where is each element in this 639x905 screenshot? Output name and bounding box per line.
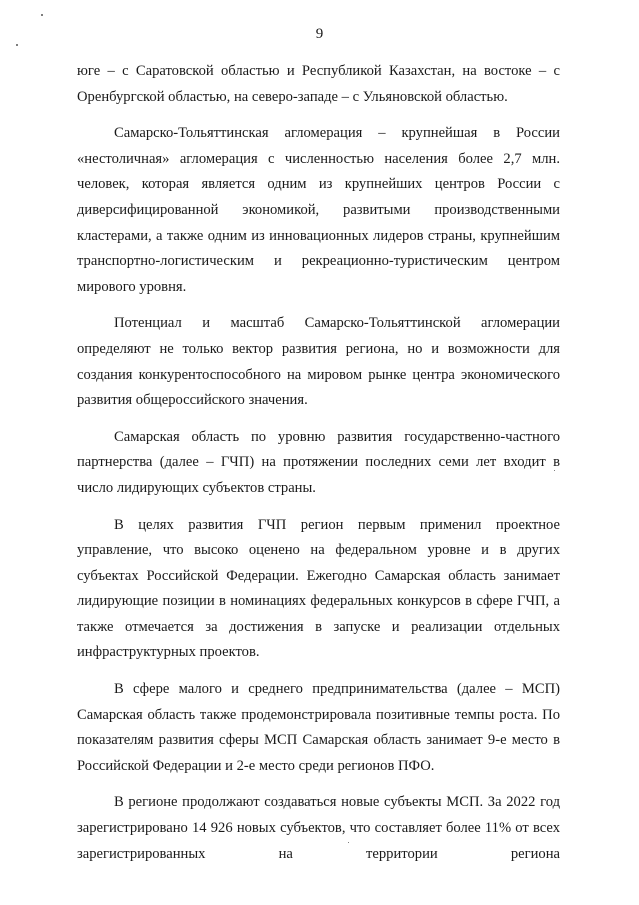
paragraph: Самарская область по уровню развития государственно-частного партнерства (далее – ГЧП) на протяжении последних семи лет входит в число лидирующих субъектов страны. [77, 428, 560, 496]
page-number: 9 [315, 26, 324, 42]
scan-speck [41, 14, 43, 16]
paragraph: Потенциал и масштаб Самарско-Тольяттинской агломерации определяют не только вектор развития региона, но и возможности для создания конкурентоспособного на мировом рынке центра экономического развития общероссийского значения. [77, 315, 560, 409]
paragraph: В целях развития ГЧП регион первым применил проектное управление, что высоко оценено на федеральном уровне и в других субъектах Российской Федерации. Ежегодно Самарская область занимает лидирующие позиции в номинациях федеральных конкурсов в сфере ГЧП, а также отмечается за достижения в запуске и реализации отдельных инфраструктурных проектов. [77, 516, 560, 661]
paragraph: юге – с Саратовской областью и Республикой Казахстан, на востоке – с Оренбургской областью, на северо-западе – с Ульяновской областью. [77, 63, 560, 105]
paragraph: Самарско-Тольяттинская агломерация – крупнейшая в России «нестоличная» агломерация с численностью населения более 2,7 млн. человек, которая является одним из крупнейших центров России с диверсифицированной экономикой, развитыми производственными кластерами, а также одним из инновационных лидеров страны, крупнейшим транспортно-логистическим и рекреационно-туристическим центром мирового уровня. [77, 125, 560, 295]
paragraph: В сфере малого и среднего предпринимательства (далее – МСП) Самарская область также продемонстрировала позитивные темпы роста. По показателям развития сферы МСП Самарская область занимает 9-е место в Российской Федерации и 2-е место среди регионов ПФО. [77, 681, 560, 774]
paragraph: В регионе продолжают создаваться новые субъекты МСП. За 2022 год зарегистрировано 14 926 новых субъектов, что составляет более 11% от всех зарегистрированных на территории региона [77, 794, 560, 862]
scan-speck [16, 44, 18, 46]
body-text [77, 59, 560, 867]
